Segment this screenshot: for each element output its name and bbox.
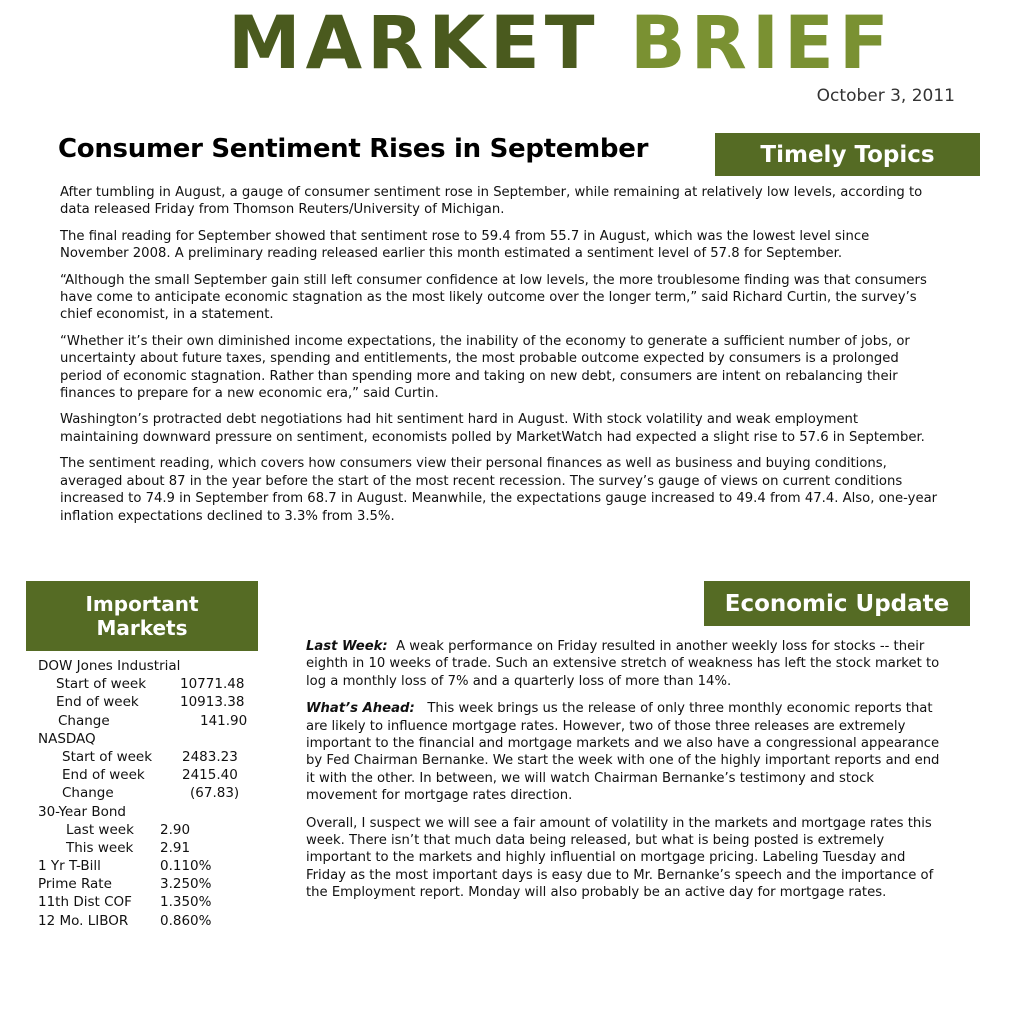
rate-row (38, 875, 268, 893)
rate-label: 11th Dist COF (38, 894, 132, 911)
market-row (38, 748, 268, 766)
masthead-title (228, 2, 1008, 86)
article-paragraph: Washington’s protracted debt negotiations had hit sentiment hard in August. With stock volatility and weak employment maintaining downward pressure on sentiment, economists polled by MarketWatch had expected a slight rise to 57.6 in September. (60, 412, 925, 445)
economic-update-header: Economic Update (704, 581, 970, 626)
market-row-label: Start of week (62, 748, 153, 765)
market-row-value: 2.91 (160, 839, 191, 856)
rate-value: 3.250% (160, 876, 212, 893)
article-headline: Consumer Sentiment Rises in September (58, 134, 649, 164)
market-row (38, 675, 268, 693)
bond-title: 30-Year Bond (38, 803, 126, 820)
rate-row (38, 893, 268, 911)
market-row-value: (67.83) (190, 785, 240, 802)
masthead-word-brief: BRIEF (630, 1, 894, 86)
market-row (38, 821, 268, 839)
market-row (38, 839, 268, 857)
market-row-value: 2415.40 (182, 767, 238, 784)
markets-table (38, 657, 268, 930)
article-paragraph: The final reading for September showed that sentiment rose to 59.4 from 55.7 in August, which was the lowest level since November 2008. A preliminary reading released earlier this month estimated a sentiment level of 57.8 for September. (60, 228, 870, 262)
nasdaq-title: NASDAQ (38, 730, 96, 747)
rate-value: 1.350% (160, 894, 212, 911)
important-markets-line-1: Important (85, 592, 199, 616)
rate-label: 1 Yr T-Bill (38, 858, 101, 875)
rate-row (38, 857, 268, 875)
article-paragraph: “Although the small September gain still left consumer confidence at low levels, the more troublesome finding was that consumers have come to anticipate economic stagnation as the most likely outcome over the longer term,” said Richard Curtin, the survey’s chief economist, in a statement. (60, 272, 927, 323)
market-row-value: 2483.23 (182, 748, 238, 765)
rate-label: Prime Rate (38, 876, 112, 893)
article-paragraph: “Whether it’s their own diminished income expectations, the inability of the economy to generate a sufficient number of jobs, or uncertainty about future taxes, spending and entitlements, the most probable outcome expected by consumers is a prolonged period of economic stagnation. Rather than spending more and taking on new debt, consumers are intent on rebalancing their finances to prepare for a new economic era,” said Curtin. (60, 333, 910, 402)
timely-topics-header: Timely Topics (715, 133, 980, 176)
last-week-label: Last Week: (306, 639, 388, 654)
masthead-word-market: MARKET (228, 1, 600, 86)
last-week-text: A weak performance on Friday resulted in another weekly loss for stocks -- their eighth in 10 weeks of trade. Such an extensive stretch of weakness has left the stock market to log a monthly loss of 7% and a quarterly loss of more than 14%. (306, 639, 940, 689)
market-row-value: 10913.38 (180, 694, 245, 711)
issue-date: October 3, 2011 (816, 86, 955, 106)
economic-update-body (306, 638, 940, 912)
market-row-value: 2.90 (160, 821, 191, 838)
overall-paragraph: Overall, I suspect we will see a fair amount of volatility in the markets and mortgage rates this week. There isn’t that much data being released, but what is being posted is extremely important to the markets and highly influential on mortgage pricing. Labeling Tuesday and Friday as the most important days is easy due to Mr. Bernanke’s speech and the importance of the Employment report. Monday will also probably be an active day for mortgage rates. (306, 815, 934, 901)
market-row (38, 712, 268, 730)
market-group-title (38, 803, 268, 821)
market-row-label: End of week (56, 694, 139, 711)
rate-value: 0.110% (160, 858, 212, 875)
market-row-label: Start of week (56, 676, 147, 693)
market-group-title (38, 730, 268, 748)
market-row-value: 141.90 (200, 712, 248, 729)
dow-title: DOW Jones Industrial (38, 658, 181, 674)
important-markets-header (26, 581, 258, 651)
rate-label: 12 Mo. LIBOR (38, 912, 129, 929)
important-markets-line-2: Markets (96, 616, 188, 640)
last-week-paragraph (306, 638, 940, 690)
market-row (38, 693, 268, 711)
market-row-label: This week (66, 839, 134, 856)
whats-ahead-text: This week brings us the release of only three monthly economic reports that are likely to influence mortgage rates. However, two of those three releases are extremely important to the financial and mortgage markets and we also have a congressional appearance by Fed Chairman Bernanke. We start the week with one of the highly important reports and end it with the other. In between, we will watch Chairman Bernanke’s testimony and stock movement for mortgage rates direction. (306, 701, 940, 804)
article-paragraph: After tumbling in August, a gauge of consumer sentiment rose in September, while remaining at relatively low levels, according to data released Friday from Thomson Reuters/University of Michigan. (60, 185, 923, 218)
whats-ahead-paragraph (306, 700, 940, 804)
market-row-label: Change (62, 785, 114, 802)
rate-value: 0.860% (160, 912, 212, 929)
market-row-label: Last week (66, 821, 134, 838)
rate-row (38, 912, 268, 930)
article-paragraph: The sentiment reading, which covers how consumers view their personal finances as well as business and buying conditions, averaged about 87 in the year before the start of the most recent recession. The survey’s gauge of views on current conditions increased to 74.9 in September from 68.7 in August. Meanwhile, the expectations gauge increased to 49.4 from 47.4. Also, one-year inflation expectations declined to 3.3% from 3.5%. (60, 456, 938, 524)
market-row-label: End of week (62, 767, 145, 784)
market-group-title (38, 657, 268, 675)
market-row-label: Change (58, 712, 110, 729)
article-body (60, 184, 940, 534)
market-row-value: 10771.48 (180, 676, 245, 693)
whats-ahead-label: What’s Ahead: (306, 701, 415, 717)
market-row (38, 766, 268, 784)
market-row (38, 784, 268, 802)
